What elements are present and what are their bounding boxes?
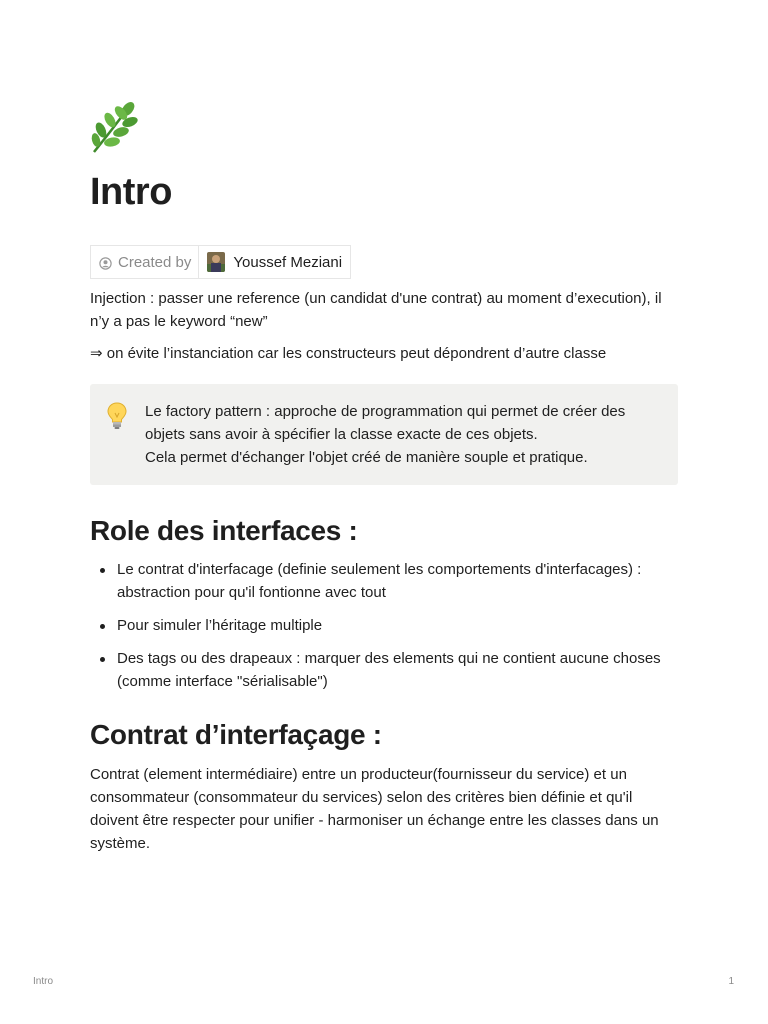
- bullet-dot: [100, 568, 105, 573]
- user-circle-icon: [99, 257, 112, 270]
- heading-contrat-interfacage: Contrat d’interfaçage :: [90, 719, 382, 750]
- herb-icon: [88, 100, 142, 156]
- light-bulb-icon: [106, 401, 128, 431]
- footer-title: Intro: [33, 976, 54, 987]
- property-created-by: [90, 245, 351, 279]
- callout-line-1: Le factory pattern : approche de programmation qui permet de créer des objets sans avoir à spécifier la classe exacte de ces objets.: [145, 403, 626, 443]
- list-item: [90, 647, 680, 693]
- list-item-text: Pour simuler l’héritage multiple: [117, 617, 323, 634]
- avatar: [207, 252, 225, 272]
- paragraph-injection: Injection : passer une reference (un candidat d'une contrat) au moment d’execution), il n’y a pas le keyword “new”: [90, 290, 662, 330]
- list-item-text: Des tags ou des drapeaux : marquer des elements qui ne contient aucune choses (comme interface "sérialisable"): [117, 650, 661, 690]
- list-item: [90, 558, 680, 604]
- callout-factory-pattern: [90, 384, 678, 485]
- creator-name: Youssef Meziani: [233, 253, 343, 271]
- paragraph-instanciation: ⇒ on évite l’instanciation car les constructeurs peut dépondrent d’autre classe: [90, 345, 607, 362]
- property-key-label: Created by: [118, 253, 192, 271]
- paragraph-contrat: Contrat (element intermédiaire) entre un producteur(fournisseur du service) et un consommateur (consommateur du services) selon des critères bien définie et qu'il doivent être respecter pour unifier - harmoniser un échange entre les classes dans un système.: [90, 766, 659, 852]
- bullet-list: [90, 558, 680, 693]
- page-content: [90, 100, 680, 855]
- callout-text: [145, 400, 662, 469]
- list-item-text: Le contrat d'interfacage (definie seulement les comportements d'interfacages) : abstraction pour qu'il fontionne avec tout: [117, 561, 642, 601]
- heading-role-interfaces: Role des interfaces :: [90, 515, 358, 546]
- bullet-dot: [100, 624, 105, 629]
- bullet-dot: [100, 657, 105, 662]
- list-item: [90, 614, 680, 637]
- property-key: [91, 246, 199, 278]
- page-number: 1: [728, 976, 734, 987]
- callout-line-2: Cela permet d'échanger l'objet créé de manière souple et pratique.: [145, 449, 588, 466]
- property-value[interactable]: [199, 246, 350, 278]
- page-title: Intro: [90, 171, 172, 213]
